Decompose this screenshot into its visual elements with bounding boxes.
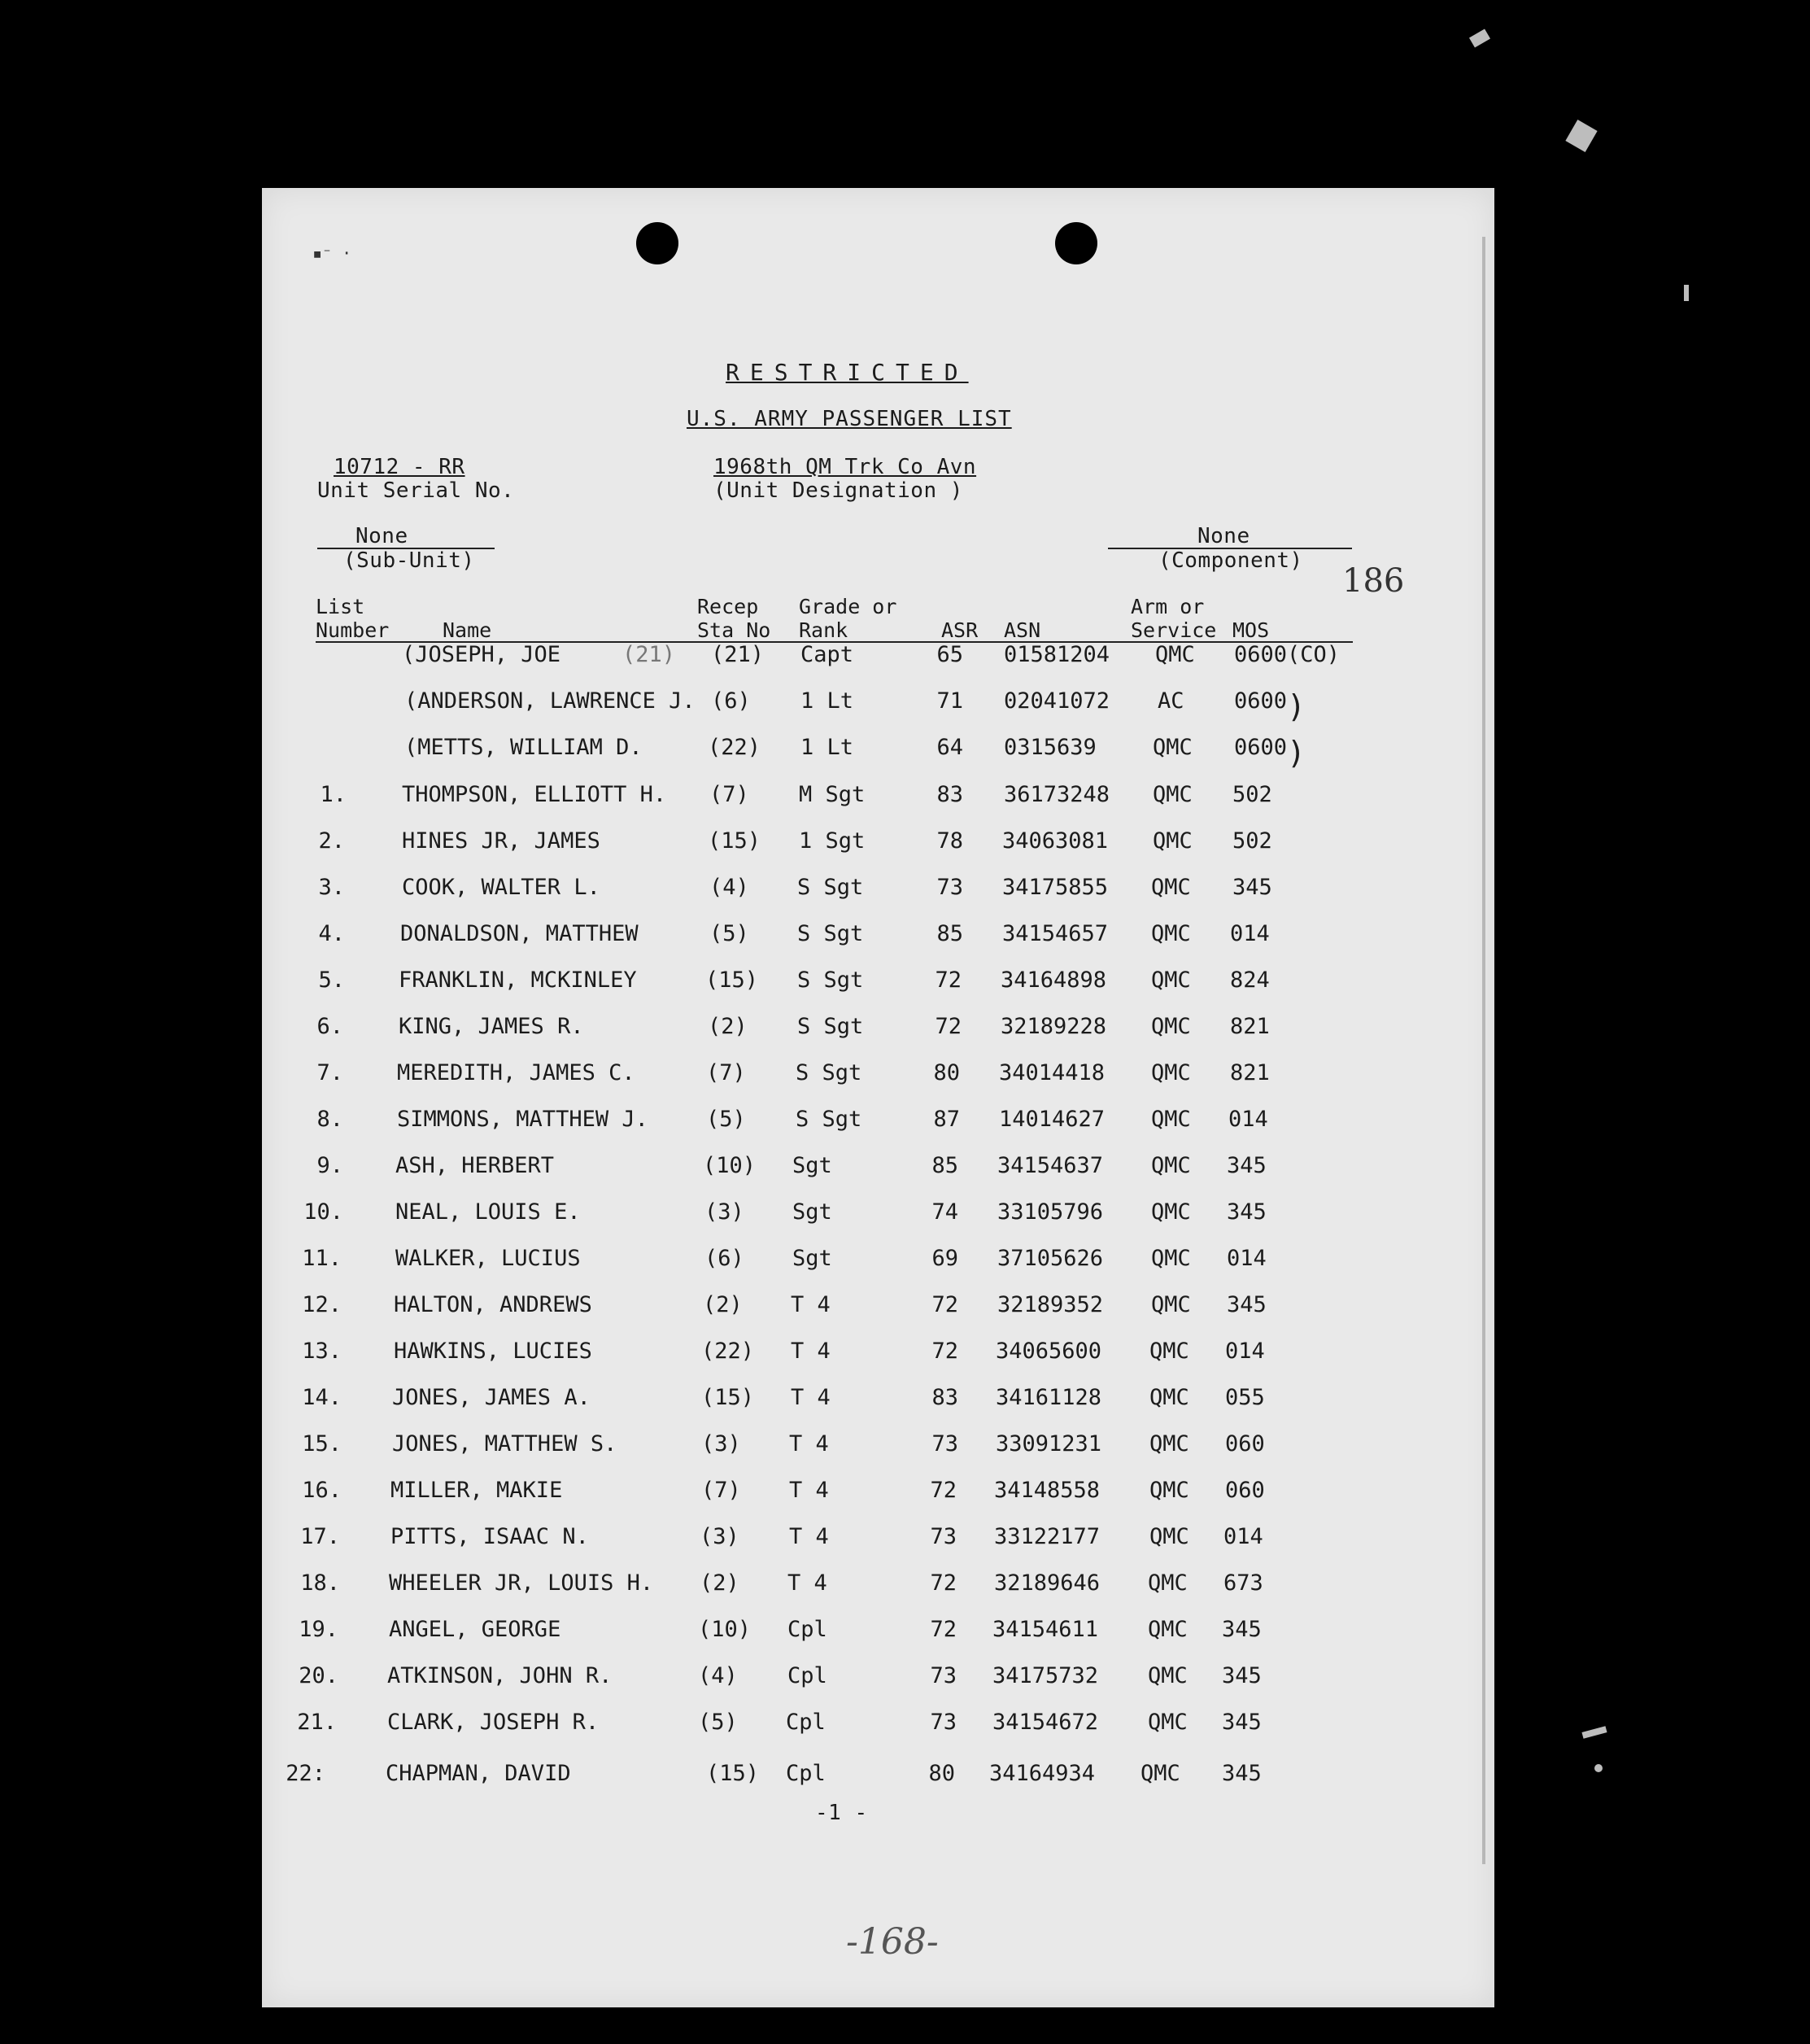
col-header-asn: ASN [1004, 618, 1041, 642]
officer-bracket: ) [1287, 735, 1306, 771]
unit-designation-value: 1968th QM Trk Co Avn [713, 455, 977, 479]
enlisted-mos: 345 [1232, 875, 1272, 900]
enlisted-recep: (15) [708, 828, 761, 854]
enlisted-asr: 72 [935, 967, 962, 993]
enlisted-recep: (7) [706, 1060, 746, 1085]
enlisted-arm: QMC [1151, 875, 1191, 900]
enlisted-asr: 72 [930, 1478, 957, 1503]
enlisted-asn: 34154637 [997, 1153, 1104, 1178]
enlisted-grade: S Sgt [797, 875, 864, 900]
enlisted-asn: 33091231 [996, 1431, 1102, 1457]
enlisted-asn: 34164898 [1001, 967, 1107, 993]
list-number: 6. [316, 1014, 343, 1039]
enlisted-name: CHAPMAN, DAVID [386, 1761, 571, 1786]
enlisted-asr: 72 [930, 1570, 957, 1596]
enlisted-grade: T 4 [791, 1339, 831, 1364]
enlisted-asr: 80 [933, 1060, 960, 1085]
enlisted-grade: Cpl [787, 1663, 827, 1688]
enlisted-mos: 824 [1230, 967, 1270, 993]
officer-bracket: ) [1287, 688, 1306, 724]
enlisted-arm: QMC [1151, 967, 1191, 993]
officer-asr: 64 [936, 735, 963, 760]
enlisted-mos: 055 [1225, 1385, 1265, 1410]
officer-name: (METTS, WILLIAM D. [404, 735, 643, 760]
enlisted-mos: 060 [1225, 1478, 1265, 1503]
enlisted-grade: T 4 [787, 1570, 827, 1596]
enlisted-asn: 34164934 [989, 1761, 1096, 1786]
enlisted-name: COOK, WALTER L. [402, 875, 600, 900]
enlisted-arm: QMC [1151, 1014, 1191, 1039]
enlisted-mos: 014 [1227, 1246, 1267, 1271]
enlisted-asn: 34175732 [992, 1663, 1099, 1688]
col-header-name: Name [443, 618, 492, 642]
scan-debris [1594, 1764, 1603, 1772]
enlisted-asn: 34161128 [996, 1385, 1102, 1410]
enlisted-row [262, 1385, 1494, 1417]
enlisted-asn: 34014418 [999, 1060, 1106, 1085]
list-number: 17. [300, 1524, 340, 1549]
enlisted-row [262, 1199, 1494, 1232]
enlisted-arm: QMC [1149, 1524, 1189, 1549]
enlisted-grade: S Sgt [797, 921, 864, 946]
enlisted-asn: 36173248 [1004, 782, 1110, 807]
enlisted-row [262, 1617, 1494, 1649]
enlisted-asr: 78 [936, 828, 963, 854]
enlisted-name: ATKINSON, JOHN R. [387, 1663, 613, 1688]
enlisted-row [262, 967, 1494, 1000]
officer-asr: 65 [936, 642, 963, 667]
enlisted-row [262, 1153, 1494, 1186]
enlisted-grade: M Sgt [799, 782, 866, 807]
enlisted-asr: 73 [936, 875, 963, 900]
enlisted-grade: Cpl [786, 1710, 826, 1735]
officer-arm: QMC [1153, 735, 1193, 760]
enlisted-grade: S Sgt [797, 967, 864, 993]
enlisted-mos: 345 [1227, 1199, 1267, 1225]
enlisted-recep: (2) [708, 1014, 748, 1039]
officer-arm: QMC [1155, 642, 1195, 667]
officer-name: (ANDERSON, LAWRENCE J. [404, 688, 696, 714]
col-header-list-number: List Number [316, 595, 390, 642]
enlisted-mos: 673 [1223, 1570, 1263, 1596]
col-header-mos: MOS [1232, 618, 1270, 642]
enlisted-arm: QMC [1148, 1570, 1188, 1596]
scan-debris [1469, 28, 1490, 47]
enlisted-name: NEAL, LOUIS E. [395, 1199, 581, 1225]
enlisted-mos: 345 [1227, 1153, 1267, 1178]
list-number: 4. [318, 921, 345, 946]
enlisted-recep: (22) [701, 1339, 755, 1364]
enlisted-recep: (5) [698, 1710, 738, 1735]
enlisted-asn: 34154672 [992, 1710, 1099, 1735]
enlisted-row [262, 1339, 1494, 1371]
enlisted-asr: 73 [930, 1710, 957, 1735]
enlisted-arm: QMC [1151, 1292, 1191, 1317]
enlisted-row [262, 1107, 1494, 1139]
list-number: 7. [316, 1060, 343, 1085]
enlisted-mos: 014 [1223, 1524, 1263, 1549]
enlisted-name: THOMPSON, ELLIOTT H. [402, 782, 667, 807]
footer-page-number: -1 - [815, 1801, 868, 1825]
enlisted-grade: T 4 [789, 1431, 829, 1457]
enlisted-mos: 014 [1230, 921, 1270, 946]
enlisted-row [262, 1292, 1494, 1325]
officer-recep: (6) [711, 688, 751, 714]
enlisted-asr: 72 [930, 1617, 957, 1642]
list-number: 5. [318, 967, 345, 993]
enlisted-name: SIMMONS, MATTHEW J. [397, 1107, 648, 1132]
enlisted-grade: Sgt [792, 1246, 832, 1271]
enlisted-asn: 34175855 [1002, 875, 1109, 900]
officer-recep: (21) [711, 642, 765, 667]
enlisted-recep: (3) [704, 1199, 744, 1225]
component-label: (Component) [1158, 548, 1303, 573]
enlisted-mos: 345 [1222, 1710, 1262, 1735]
sub-unit-label: (Sub-Unit) [343, 548, 475, 573]
list-number: 21. [297, 1710, 337, 1735]
enlisted-row [262, 1761, 1494, 1793]
enlisted-grade: Sgt [792, 1153, 832, 1178]
enlisted-mos: 821 [1230, 1060, 1270, 1085]
enlisted-grade: T 4 [791, 1292, 831, 1317]
list-number: 10. [303, 1199, 343, 1225]
enlisted-asr: 72 [931, 1292, 958, 1317]
classification-heading: RESTRICTED [726, 359, 969, 386]
enlisted-name: HALTON, ANDREWS [394, 1292, 592, 1317]
officer-row [262, 642, 1494, 675]
officer-name: (JOSEPH, JOE [402, 642, 561, 667]
officer-asr: 71 [936, 688, 963, 714]
officer-asn: 01581204 [1004, 642, 1110, 667]
list-number: 8. [316, 1107, 343, 1132]
list-number: 3. [318, 875, 345, 900]
enlisted-asn: 32189228 [1001, 1014, 1107, 1039]
enlisted-grade: S Sgt [796, 1107, 862, 1132]
enlisted-asr: 73 [930, 1524, 957, 1549]
enlisted-row [262, 1014, 1494, 1046]
enlisted-mos: 345 [1222, 1761, 1262, 1786]
enlisted-name: HINES JR, JAMES [402, 828, 600, 854]
officer-extra: (21) [622, 642, 676, 667]
list-number: 12. [302, 1292, 342, 1317]
enlisted-asr: 74 [931, 1199, 958, 1225]
enlisted-arm: QMC [1151, 921, 1191, 946]
scan-debris [1684, 285, 1689, 301]
officer-arm: AC [1158, 688, 1184, 714]
enlisted-asr: 72 [931, 1339, 958, 1364]
enlisted-row [262, 875, 1494, 907]
enlisted-asn: 33122177 [994, 1524, 1101, 1549]
enlisted-row [262, 782, 1494, 815]
scan-debris [1565, 120, 1597, 152]
enlisted-name: ANGEL, GEORGE [389, 1617, 561, 1642]
enlisted-asn: 33105796 [997, 1199, 1104, 1225]
enlisted-name: KING, JAMES R. [399, 1014, 584, 1039]
enlisted-recep: (15) [705, 967, 759, 993]
list-number: 2. [318, 828, 345, 854]
col-header-grade: Grade or Rank [799, 595, 897, 642]
enlisted-row [262, 1246, 1494, 1278]
enlisted-recep: (10) [703, 1153, 757, 1178]
enlisted-arm: QMC [1141, 1761, 1180, 1786]
list-number: 22: [286, 1761, 325, 1786]
officer-asn: 02041072 [1004, 688, 1110, 714]
corner-mark: ▪⁻ · [312, 243, 352, 263]
officer-recep: (22) [708, 735, 761, 760]
enlisted-arm: QMC [1148, 1663, 1188, 1688]
enlisted-row [262, 1710, 1494, 1742]
enlisted-name: HAWKINS, LUCIES [394, 1339, 592, 1364]
enlisted-arm: QMC [1149, 1478, 1189, 1503]
enlisted-grade: 1 Sgt [799, 828, 866, 854]
enlisted-row [262, 921, 1494, 954]
list-number: 14. [302, 1385, 342, 1410]
enlisted-arm: QMC [1153, 828, 1193, 854]
enlisted-asr: 80 [928, 1761, 955, 1786]
enlisted-row [262, 1570, 1494, 1603]
col-header-arm: Arm or Service [1131, 595, 1217, 642]
enlisted-asr: 73 [930, 1663, 957, 1688]
enlisted-recep: (7) [709, 782, 749, 807]
enlisted-name: JONES, MATTHEW S. [392, 1431, 617, 1457]
enlisted-recep: (5) [706, 1107, 746, 1132]
enlisted-name: PITTS, ISAAC N. [390, 1524, 589, 1549]
enlisted-arm: QMC [1151, 1153, 1191, 1178]
component-value: None [1197, 524, 1250, 548]
enlisted-asr: 87 [933, 1107, 960, 1132]
enlisted-name: WHEELER JR, LOUIS H. [389, 1570, 654, 1596]
enlisted-mos: 014 [1228, 1107, 1268, 1132]
enlisted-asr: 73 [931, 1431, 958, 1457]
officer-grade: 1 Lt [800, 688, 854, 714]
enlisted-mos: 502 [1232, 828, 1272, 854]
enlisted-grade: Sgt [792, 1199, 832, 1225]
enlisted-recep: (10) [698, 1617, 752, 1642]
list-number: 19. [299, 1617, 338, 1642]
enlisted-asn: 34063081 [1002, 828, 1109, 854]
enlisted-asr: 85 [931, 1153, 958, 1178]
enlisted-asn: 34154657 [1002, 921, 1109, 946]
enlisted-mos: 345 [1222, 1617, 1262, 1642]
enlisted-row [262, 1431, 1494, 1464]
officer-mos: 0600 [1234, 735, 1288, 760]
officer-row [262, 735, 1494, 771]
enlisted-recep: (2) [703, 1292, 743, 1317]
officer-mos: 0600(CO) [1234, 642, 1341, 667]
enlisted-grade: T 4 [789, 1478, 829, 1503]
enlisted-name: FRANKLIN, MCKINLEY [399, 967, 637, 993]
unit-designation-label: (Unit Designation ) [713, 478, 963, 503]
enlisted-arm: QMC [1148, 1710, 1188, 1735]
enlisted-grade: Cpl [786, 1761, 826, 1786]
enlisted-row [262, 828, 1494, 861]
list-number: 13. [302, 1339, 342, 1364]
enlisted-mos: 502 [1232, 782, 1272, 807]
document-title: U.S. ARMY PASSENGER LIST [687, 407, 1012, 431]
officer-grade: Capt [800, 642, 854, 667]
enlisted-arm: QMC [1151, 1060, 1191, 1085]
enlisted-asn: 14014627 [999, 1107, 1106, 1132]
enlisted-recep: (15) [701, 1385, 755, 1410]
officer-mos: 0600 [1234, 688, 1288, 714]
enlisted-arm: QMC [1149, 1431, 1189, 1457]
list-number: 9. [316, 1153, 343, 1178]
list-number: 18. [300, 1570, 340, 1596]
enlisted-name: MEREDITH, JAMES C. [397, 1060, 635, 1085]
enlisted-asn: 34154611 [992, 1617, 1099, 1642]
enlisted-arm: QMC [1151, 1246, 1191, 1271]
col-header-recep: Recep Sta No [697, 595, 771, 642]
unit-serial-label: Unit Serial No. [317, 478, 515, 503]
enlisted-row [262, 1060, 1494, 1093]
enlisted-arm: QMC [1149, 1385, 1189, 1410]
enlisted-recep: (15) [706, 1761, 760, 1786]
enlisted-grade: S Sgt [797, 1014, 864, 1039]
enlisted-asr: 85 [936, 921, 963, 946]
enlisted-recep: (5) [709, 921, 749, 946]
list-number: 1. [320, 782, 347, 807]
enlisted-asr: 83 [931, 1385, 958, 1410]
officer-grade: 1 Lt [800, 735, 854, 760]
enlisted-asr: 83 [936, 782, 963, 807]
scan-debris [1581, 1726, 1607, 1738]
list-number: 20. [299, 1663, 338, 1688]
enlisted-recep: (3) [701, 1431, 741, 1457]
list-number: 11. [302, 1246, 342, 1271]
enlisted-asr: 69 [931, 1246, 958, 1271]
enlisted-recep: (2) [700, 1570, 739, 1596]
enlisted-recep: (4) [709, 875, 749, 900]
handwritten-page-number: -168- [846, 1921, 939, 1963]
enlisted-recep: (7) [701, 1478, 741, 1503]
enlisted-asn: 37105626 [997, 1246, 1104, 1271]
sub-unit-value: None [355, 524, 408, 548]
enlisted-grade: T 4 [791, 1385, 831, 1410]
enlisted-recep: (3) [700, 1524, 739, 1549]
enlisted-row [262, 1663, 1494, 1696]
unit-serial-value: 10712 - RR [334, 455, 465, 479]
enlisted-row [262, 1478, 1494, 1510]
enlisted-asn: 32189352 [997, 1292, 1104, 1317]
list-number: 16. [302, 1478, 342, 1503]
list-number: 15. [302, 1431, 342, 1457]
enlisted-asr: 72 [935, 1014, 962, 1039]
document-page [262, 188, 1494, 2007]
enlisted-asn: 34065600 [996, 1339, 1102, 1364]
col-header-asr: ASR [941, 618, 979, 642]
enlisted-grade: S Sgt [796, 1060, 862, 1085]
page-stamp-number: 186 [1342, 562, 1405, 600]
punch-hole-left [636, 222, 678, 264]
enlisted-mos: 345 [1227, 1292, 1267, 1317]
enlisted-mos: 345 [1222, 1663, 1262, 1688]
enlisted-recep: (4) [698, 1663, 738, 1688]
enlisted-name: MILLER, MAKIE [390, 1478, 563, 1503]
enlisted-mos: 821 [1230, 1014, 1270, 1039]
officer-row [262, 688, 1494, 724]
enlisted-asn: 32189646 [994, 1570, 1101, 1596]
enlisted-row [262, 1524, 1494, 1557]
enlisted-arm: QMC [1151, 1199, 1191, 1225]
enlisted-arm: QMC [1153, 782, 1193, 807]
enlisted-name: CLARK, JOSEPH R. [387, 1710, 600, 1735]
enlisted-arm: QMC [1151, 1107, 1191, 1132]
enlisted-mos: 060 [1225, 1431, 1265, 1457]
officer-asn: 0315639 [1004, 735, 1097, 760]
enlisted-grade: T 4 [789, 1524, 829, 1549]
enlisted-arm: QMC [1148, 1617, 1188, 1642]
enlisted-arm: QMC [1149, 1339, 1189, 1364]
enlisted-grade: Cpl [787, 1617, 827, 1642]
enlisted-asn: 34148558 [994, 1478, 1101, 1503]
enlisted-name: DONALDSON, MATTHEW [400, 921, 639, 946]
enlisted-recep: (6) [704, 1246, 744, 1271]
enlisted-name: JONES, JAMES A. [392, 1385, 591, 1410]
enlisted-name: WALKER, LUCIUS [395, 1246, 581, 1271]
enlisted-name: ASH, HERBERT [395, 1153, 555, 1178]
enlisted-mos: 014 [1225, 1339, 1265, 1364]
punch-hole-right [1055, 222, 1097, 264]
